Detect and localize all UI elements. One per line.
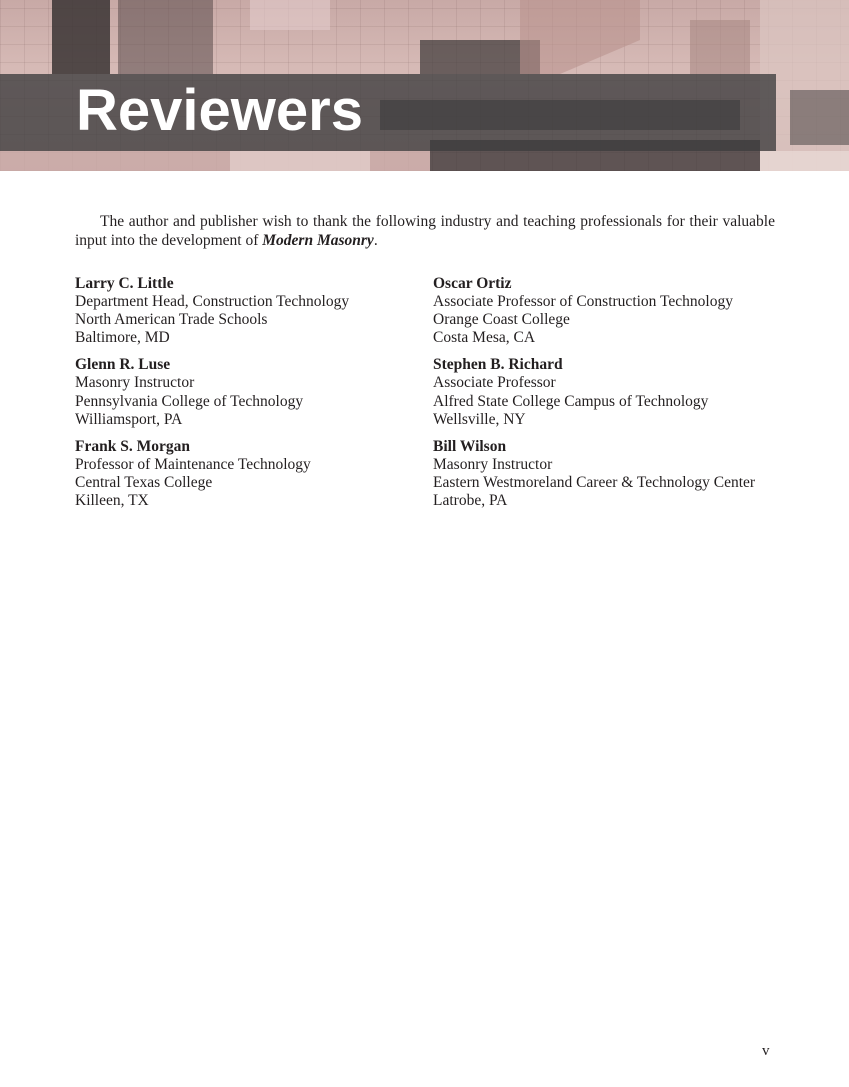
reviewer-name: Bill Wilson [433,437,507,455]
reviewer-entry [433,438,778,510]
reviewer-entry [433,356,778,428]
reviewer-title: Department Head, Construction Technology [75,293,350,311]
page-title: Reviewers [76,78,363,143]
reviewer-entry [433,275,778,347]
intro-text: The author and publisher wish to thank the following industry and teaching professionals for their valuable input into the development of [75,213,775,249]
page-number: v [762,1043,770,1059]
reviewer-institution: Eastern Westmoreland Career & Technology Center [433,473,756,491]
reviewer-entry [75,438,415,510]
reviewer-location: Costa Mesa, CA [433,329,536,347]
reviewer-entry [75,275,415,347]
reviewer-location: Wellsville, NY [433,410,526,428]
intro-paragraph [75,213,775,250]
reviewers-left-column [75,275,415,519]
reviewer-title: Professor of Maintenance Technology [75,455,311,473]
reviewers-right-column [433,275,778,519]
reviewer-title: Masonry Instructor [433,455,553,473]
reviewer-name: Stephen B. Richard [433,356,563,374]
reviewer-location: Killeen, TX [75,492,149,510]
header-banner-photo [0,0,849,171]
reviewer-name: Frank S. Morgan [75,437,190,455]
book-title: Modern Masonry [262,231,374,249]
reviewer-institution: Pennsylvania College of Technology [75,392,304,410]
reviewer-name: Larry C. Little [75,275,174,292]
reviewer-location: Williamsport, PA [75,410,183,428]
reviewer-title: Associate Professor [433,374,556,392]
reviewer-title: Masonry Instructor [75,374,195,392]
intro-text-end: . [373,231,378,249]
reviewer-institution: Orange Coast College [433,311,570,329]
reviewer-name: Oscar Ortiz [433,275,512,292]
reviewer-name: Glenn R. Luse [75,356,171,374]
reviewer-entry [75,356,415,428]
reviewer-institution: Alfred State College Campus of Technology [433,392,709,410]
reviewer-title: Associate Professor of Construction Technology [433,293,733,311]
reviewer-institution: North American Trade Schools [75,311,268,329]
reviewer-location: Baltimore, MD [75,329,170,347]
reviewer-location: Latrobe, PA [433,492,508,510]
reviewer-institution: Central Texas College [75,473,213,491]
